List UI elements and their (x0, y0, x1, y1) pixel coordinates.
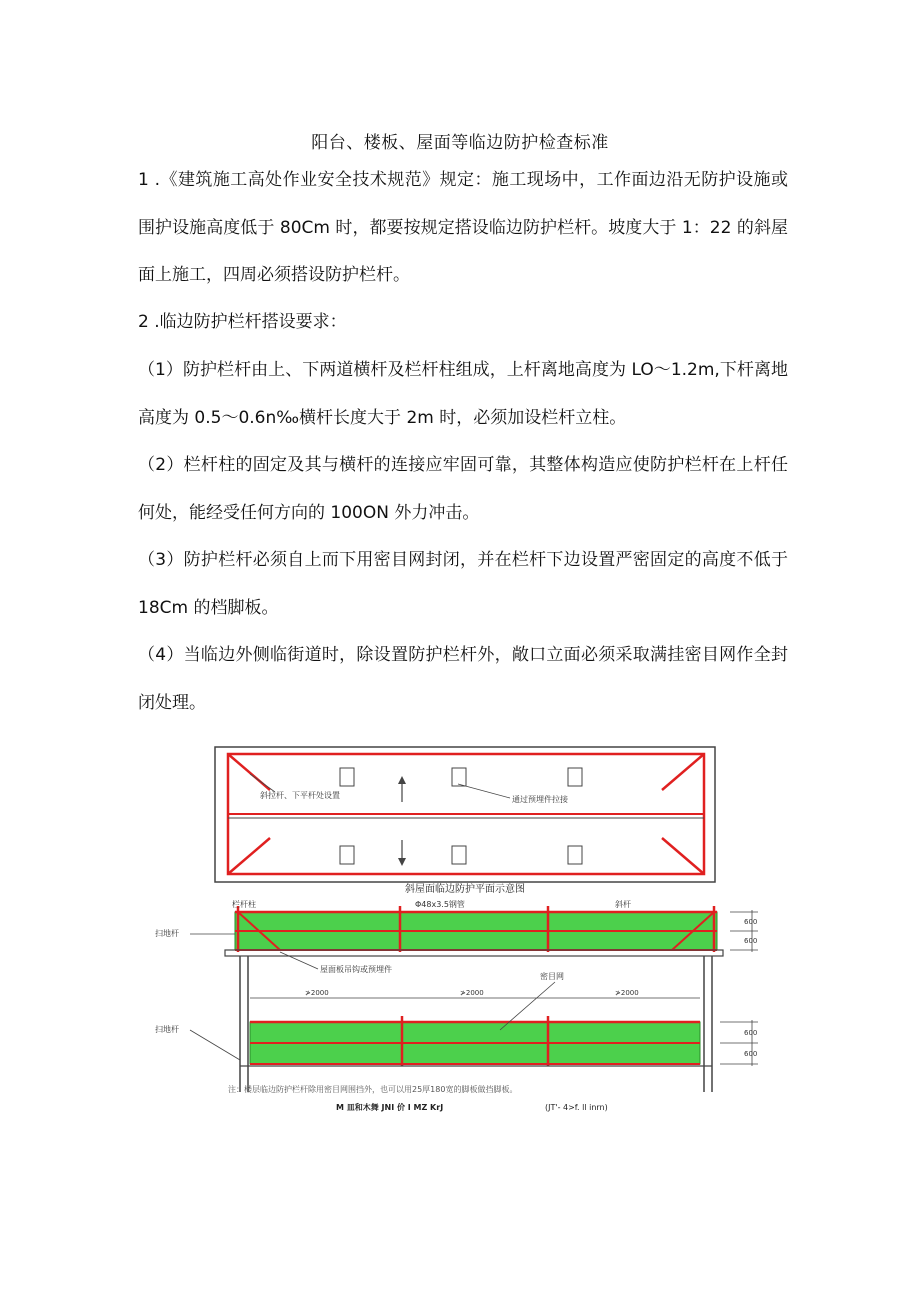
plan-anchor (452, 768, 466, 786)
paragraph-3: （1）防护栏杆由上、下两道横杆及栏杆柱组成，上杆离地高度为 LO～1.2m,下杆离地高度为 0.5～0.6n‰横杆长度大于 2m 时，必须加设栏杆立柱。 (138, 360, 788, 428)
paragraph-5: （3）防护栏杆必须自上而下用密目网封闭，并在栏杆下边设置严密固定的高度不低于 18Cm 的档脚板。 (138, 550, 788, 618)
label-post: 栏杆柱 (232, 900, 256, 909)
guardrail-figure (140, 740, 800, 1120)
paragraph-2: 2 .临边防护栏杆搭设要求： (138, 312, 347, 332)
figure-note: 注：楼层临边防护栏杆除用密目网围挡外，也可以用25厚180宽的脚板做挡脚板。 (228, 1085, 518, 1094)
elevation-view (155, 899, 758, 1112)
plan-anchor (340, 768, 354, 786)
slope-arrow-head (398, 858, 406, 866)
label-net: 密目网 (540, 972, 564, 981)
dim-top-lower: 600 (744, 937, 758, 945)
label-slab: 屋面板吊钩或预埋件 (320, 965, 392, 974)
plan-anchor (568, 846, 582, 864)
slope-arrow-head (398, 776, 406, 784)
plan-brace-tl (228, 754, 270, 790)
plan-brace-bl (228, 838, 270, 874)
label-sweep-top: 扫地杆 (155, 929, 179, 938)
dim-top-upper: 600 (744, 918, 758, 926)
plan-label-diagonal: 斜拉杆、下平杆处设置 (260, 791, 340, 800)
span-1: ≯2000 (305, 989, 329, 997)
plan-anchor (568, 768, 582, 786)
plan-label-embedded: 通过预埋件拉接 (512, 795, 568, 804)
plan-anchor (340, 846, 354, 864)
dim-bot-upper: 600 (744, 1029, 758, 1037)
footer-right: (JT'- 4>f. ll inrn) (545, 1103, 608, 1112)
paragraph-1: 1 .《建筑施工高处作业安全技术规范》规定：施工现场中，工作面边沿无防护设施或围护设施高度低于 80Cm 时，都要按规定搭设临边防护栏杆。坡度大于 1：22 的斜屋面上施工，四周必须搭设防护栏杆。 (138, 170, 788, 285)
dim-bot-lower: 600 (744, 1050, 758, 1058)
paragraph-4: （2）栏杆柱的固定及其与横杆的连接应牢固可靠，其整体构造应使防护栏杆在上杆任何处，能经受任何方向的 100ON 外力冲击。 (138, 455, 788, 523)
plan-brace-br (662, 838, 704, 874)
label-diagonal: 斜杆 (615, 900, 631, 909)
label-pipe: Φ48x3.5钢管 (415, 900, 465, 909)
paragraph-6: （4）当临边外侧临街道时，除设置防护栏杆外，敞口立面必须采取满挂密目网作全封闭处理。 (138, 645, 788, 713)
plan-brace-tr (662, 754, 704, 790)
page-title: 阳台、楼板、屋面等临边防护检查标准 (311, 133, 609, 153)
label-sweep-bottom: 扫地杆 (155, 1025, 179, 1034)
plan-caption: 斜屋面临边防护平面示意图 (405, 884, 525, 895)
plan-view (215, 747, 715, 895)
span-2: ≯2000 (460, 989, 484, 997)
plan-anchor (452, 846, 466, 864)
footer-left: M 皿和木舞 JNI 价 I MZ KrJ (336, 1103, 444, 1112)
span-3: ≯2000 (615, 989, 639, 997)
guardrail-diagram (140, 740, 800, 1120)
